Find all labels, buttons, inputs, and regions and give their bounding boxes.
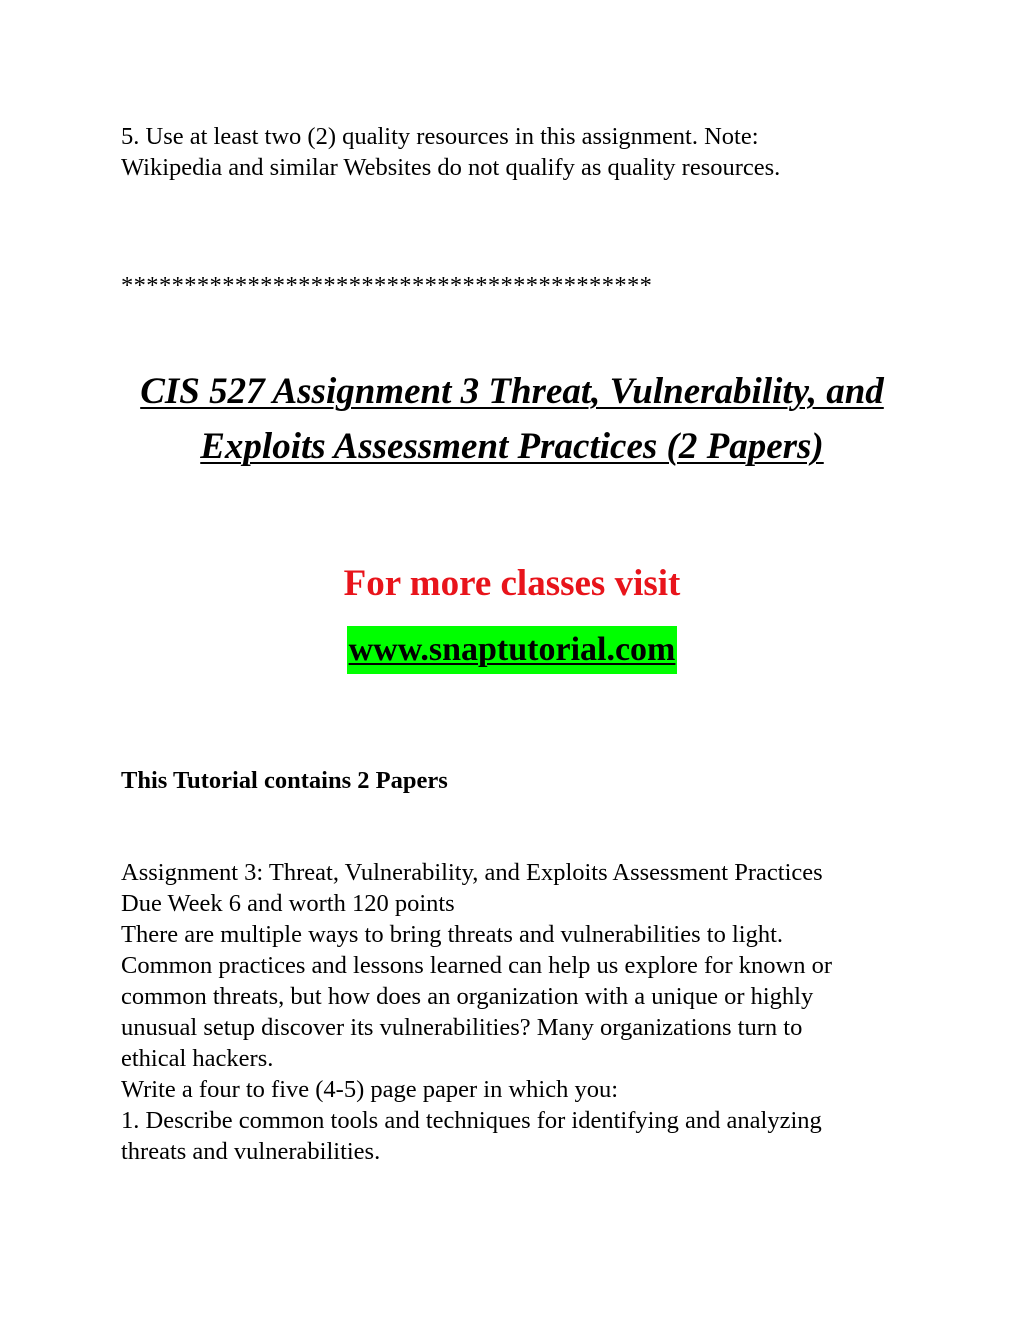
link-container (0, 626, 1024, 674)
asterisk-separator: ****************************************** (121, 272, 653, 299)
body-line: threats and vulnerabilities. (121, 1138, 381, 1165)
body-line: ethical hackers. (121, 1045, 274, 1072)
tutorial-subheading: This Tutorial contains 2 Papers (121, 767, 448, 794)
body-line: There are multiple ways to bring threats and vulnerabilities to light. (121, 921, 784, 948)
body-line: Assignment 3: Threat, Vulnerability, and Exploits Assessment Practices (121, 859, 823, 886)
snaptutorial-link[interactable]: www.snaptutorial.com (347, 626, 678, 674)
body-line: Due Week 6 and worth 120 points (121, 890, 455, 917)
body-line: Common practices and lessons learned can help us explore for known or (121, 952, 832, 979)
title-line-2: Exploits Assessment Practices (2 Papers) (200, 426, 824, 467)
title-line-1: CIS 527 Assignment 3 Threat, Vulnerability, and (140, 371, 884, 412)
assignment-body (121, 857, 921, 1167)
intro-line-1: 5. Use at least two (2) quality resources in this assignment. Note: (121, 123, 759, 150)
promo-text: For more classes visit (343, 563, 681, 604)
body-line: 1. Describe common tools and techniques for identifying and analyzing (121, 1107, 822, 1134)
intro-line-2: Wikipedia and similar Websites do not qualify as quality resources. (121, 154, 781, 181)
document-title (80, 364, 944, 474)
body-line: Write a four to five (4-5) page paper in which you: (121, 1076, 618, 1103)
body-line: unusual setup discover its vulnerabilities? Many organizations turn to (121, 1014, 803, 1041)
body-line: common threats, but how does an organization with a unique or highly (121, 983, 814, 1010)
intro-paragraph (121, 121, 921, 183)
